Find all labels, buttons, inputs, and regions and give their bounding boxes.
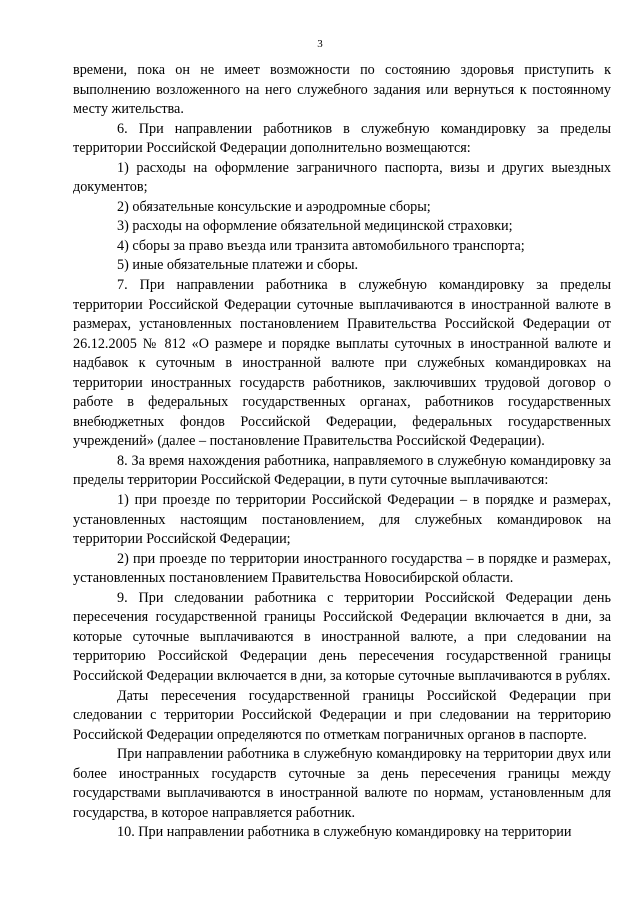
paragraph-continuation: времени, пока он не имеет возможности по состоянию здоровья приступить к выполнению возложенного на него служебного задания или вернуться к постоянному месту жительства. [73, 62, 611, 118]
paragraph-border-dates: Даты пересечения государственной границы Российской Федерации при следовании с территории Российской Федерации и при следовании на территорию Российской Федерации определяются по отметкам пограничных органов в паспорте. [73, 687, 611, 743]
paragraph-item-6-2: 2) обязательные консульские и аэродромные сборы; [117, 198, 431, 215]
paragraph-item-8: 8. За время нахождения работника, направляемого в служебную командировку за пределы территории Российской Федерации, в пути суточные выплачиваются: [73, 452, 611, 489]
paragraph-item-6-4: 4) сборы за право въезда или транзита автомобильного транспорта; [117, 237, 525, 254]
paragraph-item-6-3: 3) расходы на оформление обязательной медицинской страховки; [117, 218, 513, 235]
paragraph-item-6-1: 1) расходы на оформление заграничного паспорта, визы и других выездных документов; [73, 159, 611, 196]
paragraph-item-8-1: 1) при проезде по территории Российской Федерации – в порядке и размерах, установленных настоящим постановлением, для служебных командировок на территории Российской Федерации; [73, 492, 611, 548]
paragraph-item-8-2: 2) при проезде по территории иностранного государства – в порядке и размерах, установленных постановлением Правительства Новосибирской области. [73, 550, 611, 587]
document-body [73, 61, 611, 843]
paragraph-item-7: 7. При направлении работника в служебную командировку за пределы территории Российской Федерации суточные выплачиваются в иностранной валюте в размерах, установленных постановлением Правительства Российской Федерации от 26.12.2005 № 812 «О размере и порядке выплаты суточных в иностранной валюте и надбавок к суточным в иностранной валюте при служебных командировках на территории иностранных государств работников, заключивших трудовой договор о работе в федеральных государственных органах, работников государственных внебюджетных фондов Российской Федерации, федеральных государственных учреждений» (далее – постановление Правительства Российской Федерации). [73, 277, 611, 450]
paragraph-item-6-5: 5) иные обязательные платежи и сборы. [117, 257, 359, 274]
paragraph-item-10: 10. При направлении работника в служебную командировку на территории [117, 824, 572, 841]
paragraph-item-6: 6. При направлении работников в служебную командировку за пределы территории Российской Федерации дополнительно возмещаются: [73, 120, 611, 157]
paragraph-item-9: 9. При следовании работника с территории Российской Федерации день пересечения государственной границы Российской Федерации включается в дни, за которые суточные выплачиваются в иностранной валюте, а при следовании на территорию Российской Федерации день пересечения государственной границы Российской Федерации включается в дни, за которые суточные выплачиваются в рублях. [73, 589, 611, 684]
paragraph-multiple-states: При направлении работника в служебную командировку на территории двух или более иностранных государств суточные за день пересечения границы между государствами выплачиваются в иностранной валюте по нормам, установленным для государства, в которое направляется работник. [73, 746, 611, 821]
page-number: 3 [317, 38, 323, 50]
